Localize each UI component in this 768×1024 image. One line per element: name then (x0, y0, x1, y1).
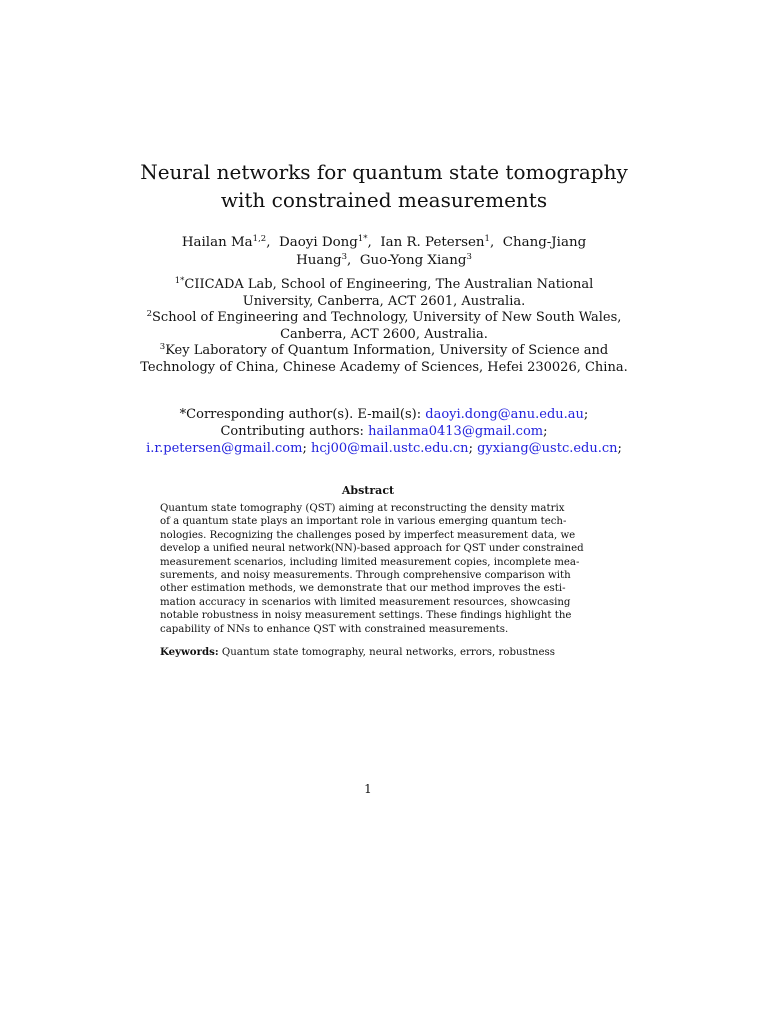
affiliation-2 (130, 310, 638, 327)
author-affiliation-mark: 1* (357, 234, 368, 244)
title-line-2: with constrained measurements (220, 188, 548, 212)
affiliation-3 (130, 343, 638, 360)
author-name: Chang-Jiang (502, 235, 587, 250)
author-affiliation-mark: 1,2 (252, 234, 267, 244)
author-list: Hailan Ma$^{1,2}$, Daoyi Dong$^{1*}$, Ian R. Petersen$^1$, Chang-Jiang Huang$^3$, Guo-Yong Xiang$^3$ (181, 234, 587, 268)
affiliation-text: Key Laboratory of Quantum Information, University of Science and (165, 343, 609, 358)
email-link[interactable]: i.r.petersen@gmail.com (146, 441, 303, 456)
contributing-label: Contributing authors: (220, 424, 364, 439)
abstract-body (160, 502, 584, 636)
corresponding-label: *Corresponding author(s). E-mail(s): (179, 407, 422, 422)
paper-title (0, 158, 768, 214)
abstract-line: capability of NNs to enhance QST with constrained measurements. (160, 623, 509, 635)
author-affiliation-mark: 3 (466, 252, 472, 262)
email-link[interactable]: hailanma0413@gmail.com (368, 424, 544, 439)
author-name: Guo-Yong Xiang (359, 253, 467, 268)
page-number: 1 (364, 782, 372, 796)
author-name: Ian R. Petersen (380, 235, 485, 250)
author-affiliation-mark: 3 (341, 252, 348, 262)
abstract-line: notable robustness in noisy measurement settings. These findings highlight the (160, 610, 572, 622)
affiliation-text: Canberra, ACT 2600, Australia. (280, 326, 488, 342)
abstract-line: mation accuracy in scenarios with limited measurement resources, showcasing (160, 596, 571, 608)
email-link[interactable]: daoyi.dong@anu.edu.au (425, 407, 584, 422)
affiliation-mark: 1* (174, 276, 185, 286)
abstract-heading: Abstract (341, 484, 395, 497)
abstract-line: surements, and noisy measurements. Through comprehensive comparison with (160, 570, 571, 582)
abstract-line: other estimation methods, we demonstrate that our method improves the esti- (160, 583, 566, 595)
author-affiliation-mark: 1 (484, 234, 490, 244)
keywords-text: Quantum state tomography, neural networks, errors, robustness (221, 647, 555, 658)
affiliation-list (130, 277, 638, 376)
abstract-line: measurement scenarios, including limited measurement copies, incomplete mea- (160, 556, 580, 568)
author-name: Daoyi Dong (278, 235, 358, 250)
email-link[interactable]: gyxiang@ustc.edu.cn (477, 441, 618, 456)
abstract-line: nologies. Recognizing the challenges posed by imperfect measurement data, we (160, 529, 576, 541)
abstract-line: of a quantum state plays an important role in various emerging quantum tech- (160, 516, 567, 528)
affiliation-text: Technology of China, Chinese Academy of Sciences, Hefei 230026, China. (140, 359, 628, 375)
author-name: Huang (296, 253, 342, 268)
title-line-1: Neural networks for quantum state tomography (140, 160, 628, 184)
affiliation-text: CIICADA Lab, School of Engineering, The Australian National (184, 277, 594, 292)
affiliation-mark: 3 (159, 342, 166, 352)
contact-info: *Corresponding author(s). E-mail(s): daoyi.dong@anu.edu.au; Contributing authors: hailanma0413@gmail.com; i.r.petersen@gmail.com; hcj00@mail.ustc.edu.cn; gyxiang@ustc.edu.cn; (146, 407, 622, 456)
affiliation-text: School of Engineering and Technology, University of New South Wales, (152, 310, 622, 325)
keywords (160, 646, 600, 659)
affiliation-text: University, Canberra, ACT 2601, Australia. (242, 293, 526, 309)
email-link[interactable]: hcj00@mail.ustc.edu.cn (310, 441, 469, 456)
keywords-label: Keywords: (160, 646, 219, 658)
abstract-line: develop a unified neural network(NN)-based approach for QST under constrained (160, 543, 584, 555)
affiliation-mark: 2 (146, 309, 153, 319)
author-name: Hailan Ma (181, 235, 253, 250)
abstract-line: Quantum state tomography (QST) aiming at reconstructing the density matrix (160, 503, 565, 514)
affiliation-1 (130, 277, 638, 294)
